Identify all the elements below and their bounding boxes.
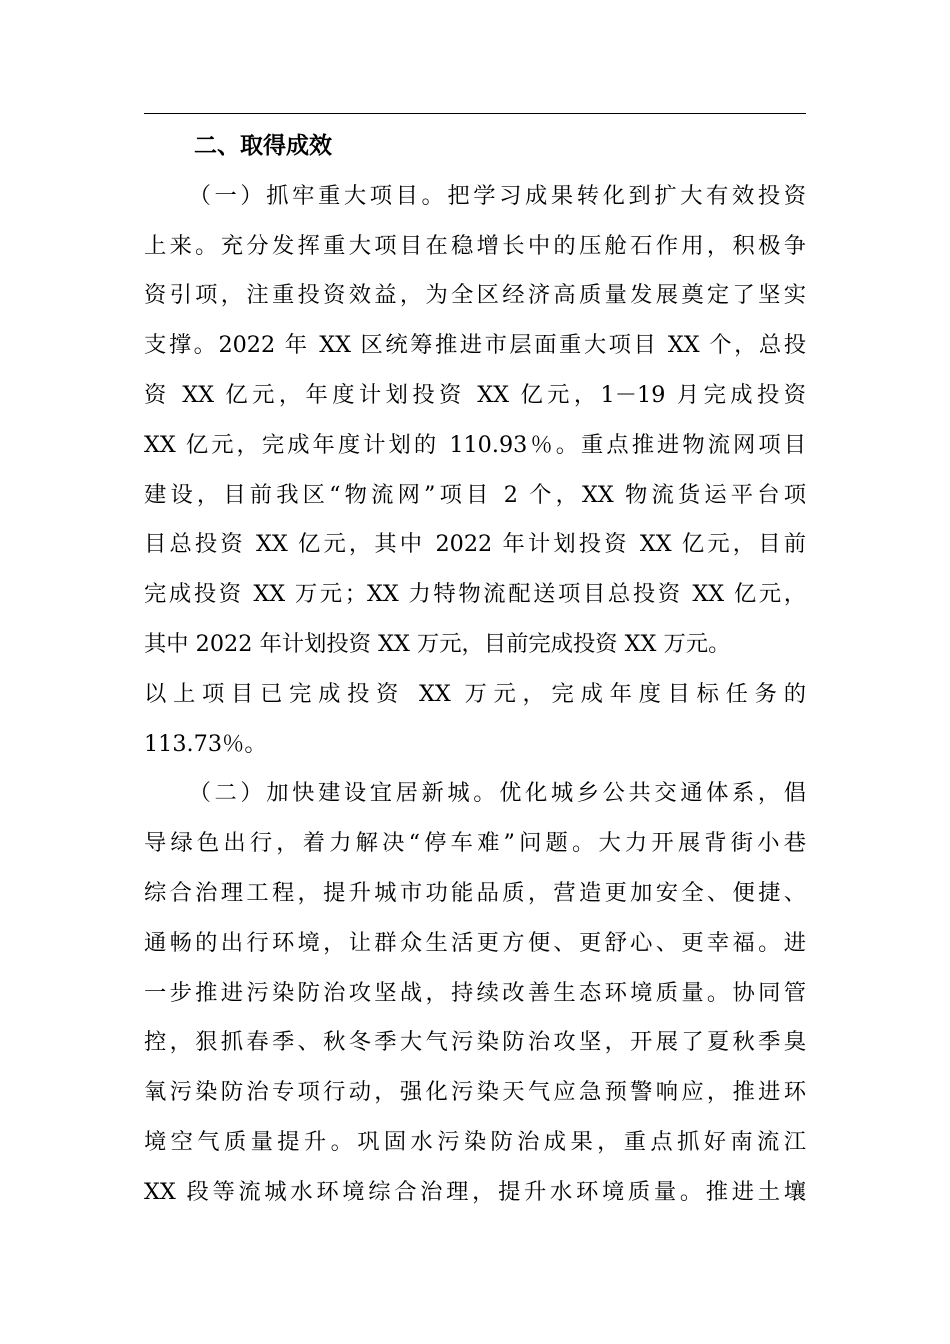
paragraph-major-projects bbox=[144, 172, 806, 770]
paragraph-line: 一步推进污染防治攻坚战，持续改善生态环境质量。协同管 bbox=[144, 979, 806, 1006]
paragraph-line: 控，狠抓春季、秋冬季大气污染防治攻坚，开展了夏秋季臭 bbox=[144, 1029, 806, 1056]
paragraph-line: 113.73％。 bbox=[144, 730, 267, 757]
paragraph-line: 其中 2022 年计划投资 XX 万元，目前完成投资 XX 万元。 bbox=[144, 630, 731, 657]
header-rule bbox=[144, 113, 806, 114]
paragraph-line: 以上项目已完成投资 XX 万元，完成年度目标任务的 bbox=[144, 680, 806, 707]
paragraph-line: 支撑。2022 年 XX 区统筹推进市层面重大项目 XX 个，总投 bbox=[144, 332, 806, 359]
paragraph-line: 完成投资 XX 万元；XX 力特物流配送项目总投资 XX 亿元， bbox=[144, 581, 806, 608]
paragraph-line: 建设，目前我区“物流网”项目 2 个，XX 物流货运平台项 bbox=[144, 481, 806, 508]
section-heading: 二、取得成效 bbox=[194, 133, 332, 159]
paragraph-line: 上来。充分发挥重大项目在稳增长中的压舱石作用，积极争 bbox=[144, 232, 806, 259]
paragraph-livable-city bbox=[144, 769, 806, 1217]
paragraph-line: 境空气质量提升。巩固水污染防治成果，重点抓好南流江 bbox=[144, 1128, 806, 1155]
paragraph-line: 综合治理工程，提升城市功能品质，营造更加安全、便捷、 bbox=[144, 879, 806, 906]
paragraph-line: 氧污染防治专项行动，强化污染天气应急预警响应，推进环 bbox=[144, 1079, 806, 1106]
paragraph-line: （二）加快建设宜居新城。优化城乡公共交通体系，倡 bbox=[188, 780, 806, 807]
document-body bbox=[144, 122, 806, 1218]
paragraph-line: 资 XX 亿元，年度计划投资 XX 亿元，1－19 月完成投资 bbox=[144, 381, 806, 408]
paragraph-line: （一）抓牢重大项目。把学习成果转化到扩大有效投资 bbox=[188, 182, 806, 209]
paragraph-line: 目总投资 XX 亿元，其中 2022 年计划投资 XX 亿元，目前 bbox=[144, 531, 806, 558]
paragraph-line: 通畅的出行环境，让群众生活更方便、更舒心、更幸福。进 bbox=[144, 929, 806, 956]
paragraph-line: XX 段等流城水环境综合治理，提升水环境质量。推进土壤 bbox=[144, 1178, 806, 1205]
paragraph-line: 导绿色出行，着力解决“停车难”问题。大力开展背街小巷 bbox=[144, 830, 806, 857]
paragraph-line: 资引项，注重投资效益，为全区经济高质量发展奠定了坚实 bbox=[144, 282, 806, 309]
paragraph-line: XX 亿元，完成年度计划的 110.93％。重点推进物流网项目 bbox=[144, 431, 806, 458]
